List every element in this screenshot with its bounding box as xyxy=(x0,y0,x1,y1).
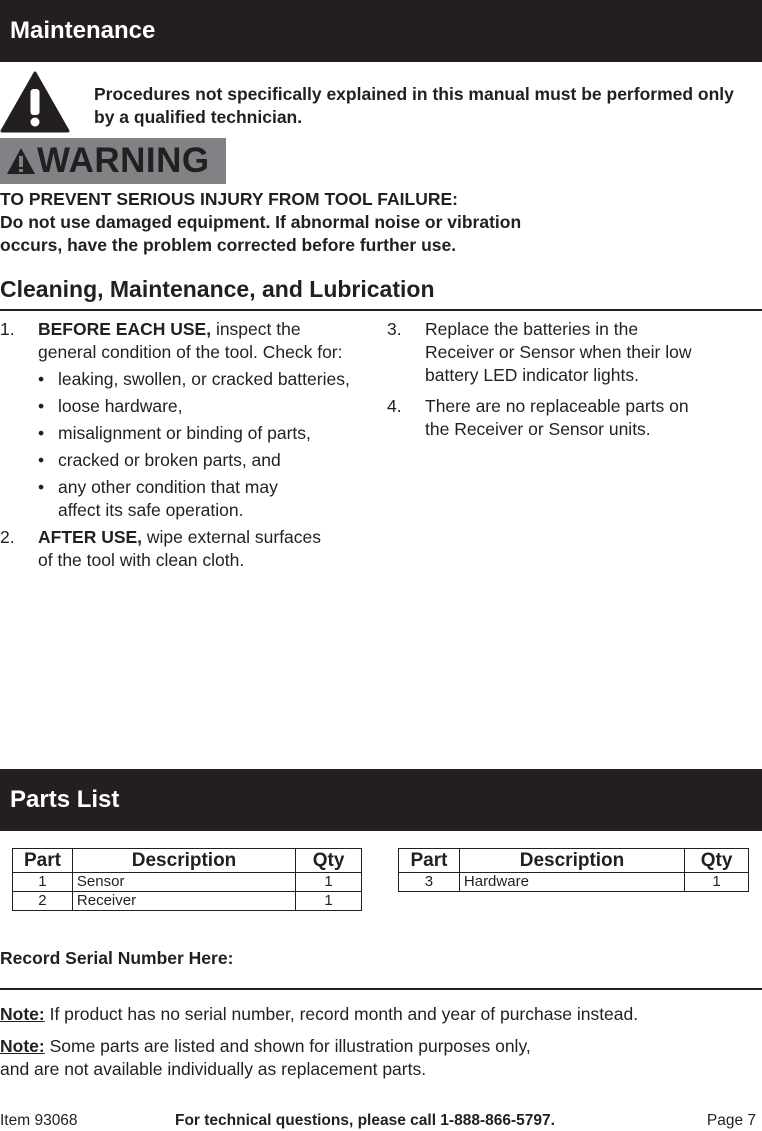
part-qty: 1 xyxy=(296,892,362,911)
item-number: 4. xyxy=(387,396,402,416)
column-header-description: Description xyxy=(72,849,295,873)
item-text: Receiver or Sensor when their low xyxy=(425,342,692,362)
table-row xyxy=(13,873,362,892)
part-number: 2 xyxy=(13,892,73,911)
item-text: wipe external surfaces xyxy=(142,527,322,547)
part-qty: 1 xyxy=(296,873,362,892)
part-description: Receiver xyxy=(72,892,295,911)
item-lead: AFTER USE, xyxy=(38,527,143,547)
note-text: If product has no serial number, record month and year of purchase instead. xyxy=(44,1004,639,1024)
maintenance-header: Maintenance xyxy=(0,0,762,62)
section-rule xyxy=(0,309,762,311)
warning-line-1: Do not use damaged equipment. If abnormal noise or vibration xyxy=(0,212,522,232)
column-header-qty: Qty xyxy=(296,849,362,873)
note-1 xyxy=(0,1003,740,1026)
serial-number-line xyxy=(0,988,762,990)
item-text: of the tool with clean cloth. xyxy=(38,550,245,570)
note-2 xyxy=(0,1035,740,1081)
warning-label xyxy=(0,138,226,184)
instruction-item-3 xyxy=(387,318,757,387)
inspection-checklist xyxy=(38,368,380,522)
checklist-item: • misalignment or binding of parts, xyxy=(38,423,311,443)
warning-text xyxy=(0,188,600,257)
parts-table-1 xyxy=(12,848,362,911)
instructions-left-column xyxy=(0,318,380,572)
item-number: 1. xyxy=(0,319,15,339)
part-description: Hardware xyxy=(459,873,684,892)
footer-page-number: Page 7 xyxy=(706,1112,756,1129)
instruction-item-1 xyxy=(0,318,380,522)
caution-text: Procedures not specifically explained in this manual must be performed only by a qualified technician. xyxy=(94,84,734,127)
footer-item-number: Item 93068 xyxy=(0,1112,78,1129)
column-header-part: Part xyxy=(13,849,73,873)
item-number: 3. xyxy=(387,319,402,339)
exclamation-triangle-icon xyxy=(0,71,70,133)
table-header-row xyxy=(13,849,362,873)
warning-line-2: occurs, have the problem corrected before further use. xyxy=(0,235,457,255)
instruction-item-4 xyxy=(387,395,757,441)
column-header-part: Part xyxy=(399,849,460,873)
warning-triangle-icon xyxy=(6,147,36,175)
warning-word: WARNING xyxy=(37,141,210,180)
instruction-item-2 xyxy=(0,526,380,572)
item-text: the Receiver or Sensor units. xyxy=(425,419,651,439)
table-row xyxy=(13,892,362,911)
instructions-right-column xyxy=(387,318,757,441)
part-description: Sensor xyxy=(72,873,295,892)
item-text: general condition of the tool. Check for: xyxy=(38,342,343,362)
column-header-qty: Qty xyxy=(685,849,749,873)
item-text: There are no replaceable parts on xyxy=(425,396,689,416)
footer-tech-support: For technical questions, please call 1-888-866-5797. xyxy=(175,1112,555,1129)
item-text: Replace the batteries in the xyxy=(425,319,639,339)
note-label: Note: xyxy=(0,1004,45,1024)
checklist-item: • cracked or broken parts, and xyxy=(38,450,281,470)
part-qty: 1 xyxy=(685,873,749,892)
table-row xyxy=(399,873,749,892)
note-text: Some parts are listed and shown for illustration purposes only, xyxy=(44,1036,531,1056)
cleaning-title: Cleaning, Maintenance, and Lubrication xyxy=(0,276,435,302)
parts-list-header: Parts List xyxy=(0,769,762,831)
warning-heading: TO PREVENT SERIOUS INJURY FROM TOOL FAILURE: xyxy=(0,189,458,209)
part-number: 1 xyxy=(13,873,73,892)
item-number: 2. xyxy=(0,527,15,547)
table-header-row xyxy=(399,849,749,873)
item-text: battery LED indicator lights. xyxy=(425,365,639,385)
checklist-item: • any other condition that may affect its safe operation. xyxy=(38,477,278,520)
serial-number-label: Record Serial Number Here: xyxy=(0,948,234,968)
checklist-item: • loose hardware, xyxy=(38,396,183,416)
item-lead: BEFORE EACH USE, xyxy=(38,319,212,339)
part-number: 3 xyxy=(399,873,460,892)
note-label: Note: xyxy=(0,1036,45,1056)
item-text: inspect the xyxy=(211,319,301,339)
checklist-item: • leaking, swollen, or cracked batteries, xyxy=(38,369,350,389)
parts-table-2 xyxy=(398,848,749,892)
column-header-description: Description xyxy=(459,849,684,873)
note-text: and are not available individually as replacement parts. xyxy=(0,1059,427,1079)
